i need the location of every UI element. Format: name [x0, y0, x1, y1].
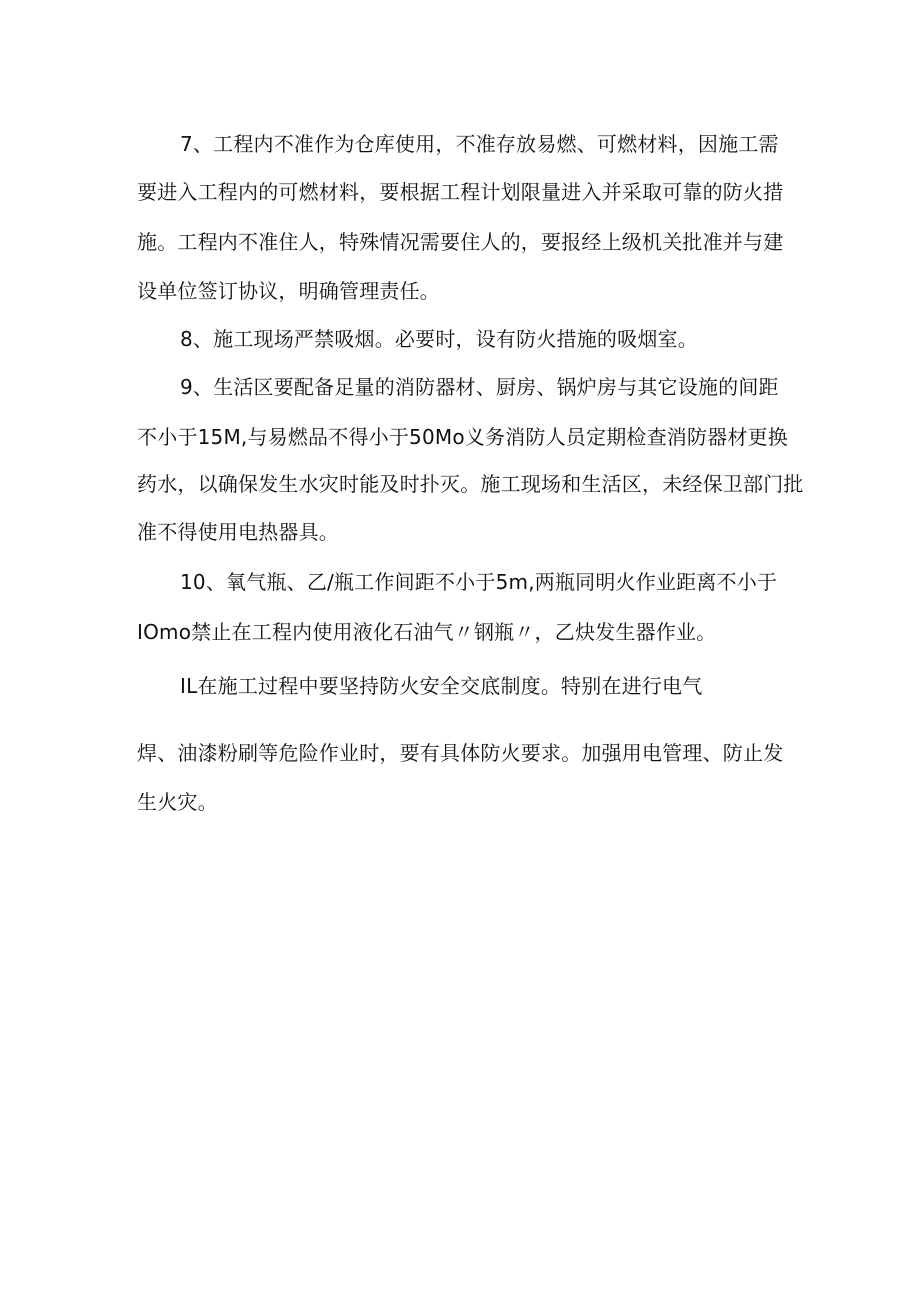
paragraph-10-line-2: IOmo禁止在工程内使用液化石油气〃钢瓶〃，乙炔发生器作业。 [137, 620, 717, 644]
paragraph-11-line-1: IL在施工过程中要坚持防火安全交底制度。特别在进行电气 [180, 674, 703, 698]
paragraph-9-line-4: 准不得使用电热器具。 [137, 520, 339, 544]
paragraph-8-line-1: 8、施工现场严禁吸烟。必要时，设有防火措施的吸烟室。 [180, 327, 698, 351]
paragraph-7-line-3: 施。工程内不准住人，特殊情况需要住人的，要报经上级机关批准并与建 [137, 230, 784, 254]
paragraph-9-line-2: 不小于15M,与易燃品不得小于50Mo义务消防人员定期检查消防器材更换 [137, 425, 789, 449]
paragraph-11-line-3: 生火灾。 [137, 790, 218, 814]
paragraph-10-line-1: 10、氧气瓶、乙/瓶工作间距不小于5m,两瓶同明火作业距离不小于 [180, 570, 778, 594]
paragraph-9-line-3: 药水，以确保发生水灾时能及时扑灭。施工现场和生活区，未经保卫部门批 [137, 472, 804, 496]
paragraph-11-line-2: 焊、油漆粉刷等危险作业时，要有具体防火要求。加强用电管理、防止发 [137, 741, 784, 765]
paragraph-7-line-4: 设单位签订协议，明确管理责任。 [137, 279, 440, 303]
paragraph-9-line-1: 9、生活区要配备足量的消防器材、厨房、锅炉房与其它设施的间距 [180, 375, 779, 399]
paragraph-7-line-1: 7、工程内不准作为仓库使用，不准存放易燃、可燃材料，因施工需 [180, 132, 779, 156]
paragraph-7-line-2: 要进入工程内的可燃材料，要根据工程计划限量进入并采取可靠的防火措 [137, 180, 784, 204]
